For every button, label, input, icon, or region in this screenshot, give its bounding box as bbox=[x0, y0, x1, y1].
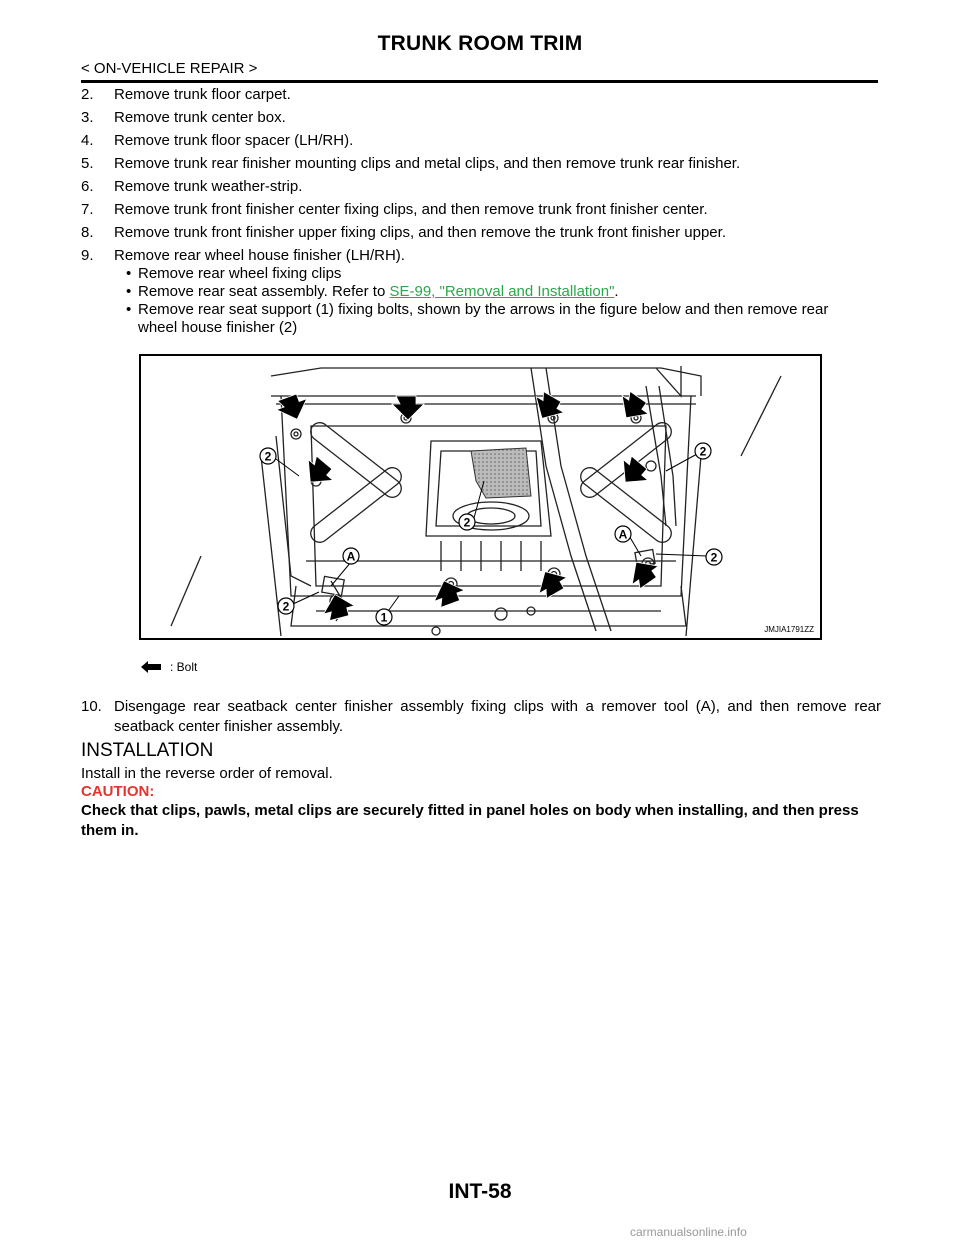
step-number: 10. bbox=[81, 698, 102, 715]
step9-bullet-2 bbox=[126, 282, 619, 301]
step-6 bbox=[81, 177, 302, 196]
step-text: Remove trunk rear finisher mounting clips and metal clips, and then remove trunk rear finisher. bbox=[114, 155, 741, 172]
step-text: Remove trunk front finisher center fixing clips, and then remove trunk front finisher center. bbox=[114, 201, 708, 218]
step-number: 5. bbox=[81, 155, 94, 172]
watermark: carmanualsonline.info bbox=[630, 1225, 747, 1239]
caution-label: CAUTION: bbox=[81, 783, 155, 800]
bullet-text: Remove rear seat assembly. Refer to bbox=[138, 283, 390, 300]
step9-bullet-1 bbox=[126, 264, 341, 283]
bullet-text: Remove rear wheel fixing clips bbox=[138, 265, 342, 282]
step-text: Remove trunk weather-strip. bbox=[114, 178, 303, 195]
step-text: Remove trunk center box. bbox=[114, 109, 286, 126]
trunk-diagram bbox=[139, 354, 822, 640]
step-2 bbox=[81, 85, 291, 104]
figure-legend bbox=[140, 660, 197, 674]
callout-2: 2 bbox=[282, 599, 290, 614]
installation-heading: INSTALLATION bbox=[81, 740, 214, 761]
caution-text: Check that clips, pawls, metal clips are securely fitted in panel holes on body when installing, and then press them in. bbox=[81, 802, 859, 839]
step-7 bbox=[81, 200, 708, 219]
callout-A: A bbox=[346, 549, 356, 564]
step-number: 6. bbox=[81, 178, 94, 195]
page-number: INT-58 bbox=[448, 1180, 512, 1203]
bolt-arrow-icon bbox=[140, 661, 162, 673]
bullet-marker: • bbox=[126, 265, 132, 282]
step-8 bbox=[81, 223, 726, 242]
step-3 bbox=[81, 108, 286, 127]
step-number: 9. bbox=[81, 247, 94, 264]
step9-bullet-3-cont: wheel house finisher (2) bbox=[138, 319, 298, 336]
installation-text: Install in the reverse order of removal. bbox=[81, 765, 333, 782]
step-text: Remove trunk front finisher upper fixing clips, and then remove the trunk front finisher upper. bbox=[114, 224, 726, 241]
step-text: Disengage rear seatback center finisher assembly fixing clips with a remover tool (A), and then remove rear seatback center finisher assembly. bbox=[114, 698, 881, 735]
reference-link[interactable]: SE-99, "Removal and Installation" bbox=[389, 283, 615, 300]
callout-2: 2 bbox=[264, 449, 272, 464]
section-tag: < ON-VEHICLE REPAIR > bbox=[81, 60, 258, 77]
header-rule bbox=[81, 80, 878, 83]
step-number: 4. bbox=[81, 132, 94, 149]
step-text: Remove trunk floor carpet. bbox=[114, 86, 291, 103]
step-number: 8. bbox=[81, 224, 94, 241]
callout-1: 1 bbox=[380, 610, 388, 625]
bullet-text-suffix: . bbox=[614, 283, 619, 300]
step9-bullet-3 bbox=[126, 300, 828, 319]
callout-2: 2 bbox=[699, 444, 707, 459]
callout-2: 2 bbox=[710, 550, 718, 565]
page-title: TRUNK ROOM TRIM bbox=[377, 32, 583, 55]
callout-A: A bbox=[618, 527, 628, 542]
legend-text: : Bolt bbox=[170, 660, 198, 674]
trunk-illustration bbox=[141, 356, 822, 640]
bullet-text: Remove rear seat support (1) fixing bolts, shown by the arrows in the figure below and then remove rear bbox=[138, 301, 829, 318]
step-text: Remove trunk floor spacer (LH/RH). bbox=[114, 132, 354, 149]
step-number: 7. bbox=[81, 201, 94, 218]
step-4 bbox=[81, 131, 353, 150]
step-5 bbox=[81, 154, 740, 173]
bullet-marker: • bbox=[126, 283, 132, 300]
step-9 bbox=[81, 246, 405, 265]
step-number: 3. bbox=[81, 109, 94, 126]
bullet-marker: • bbox=[126, 301, 132, 318]
figure-code: JMJIA1791ZZ bbox=[764, 625, 814, 634]
step-text: Remove rear wheel house finisher (LH/RH). bbox=[114, 247, 405, 264]
step-number: 2. bbox=[81, 86, 94, 103]
callout-2: 2 bbox=[463, 515, 471, 530]
step-10 bbox=[81, 697, 881, 737]
